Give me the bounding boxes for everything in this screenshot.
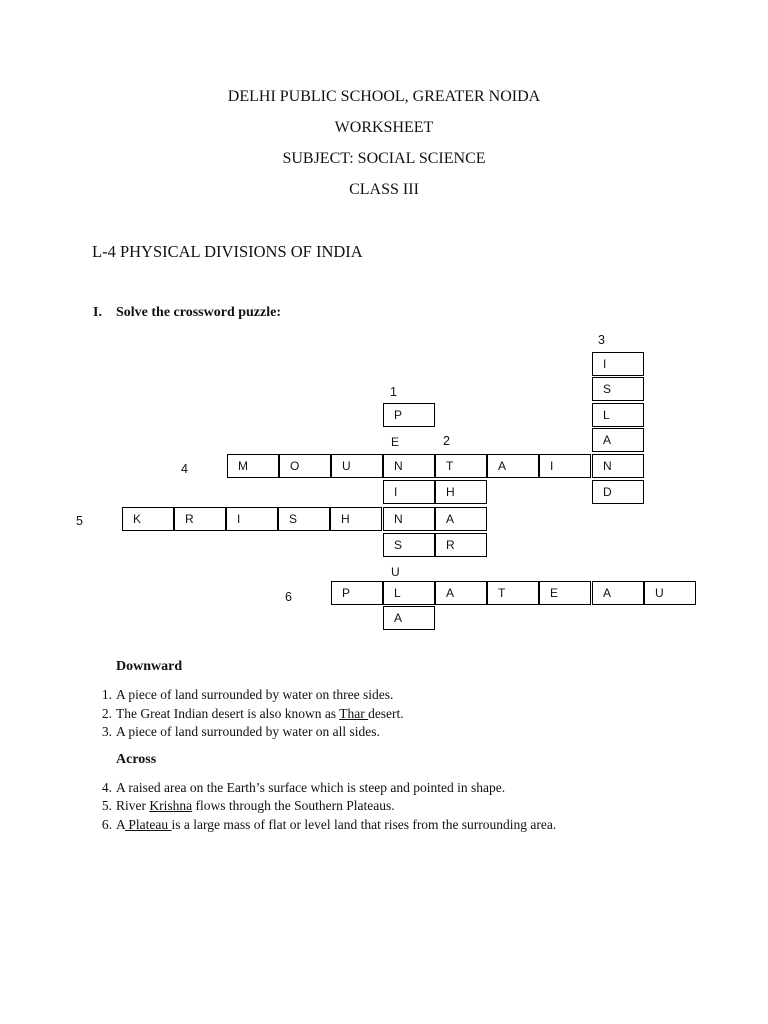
crossword-letter: E xyxy=(391,435,400,449)
document-type: WORKSHEET xyxy=(334,119,434,136)
crossword-cell: S xyxy=(278,507,330,531)
crossword-cell: U xyxy=(644,581,696,605)
clue-text: A raised area on the Earth’s surface which is steep and pointed in shape. xyxy=(116,780,506,795)
crossword-number: 2 xyxy=(443,434,450,448)
crossword-cell: P xyxy=(383,403,435,427)
crossword-cell: I xyxy=(539,454,591,478)
clue-text-part: The Great Indian desert is also known as xyxy=(116,706,340,721)
clue-text xyxy=(116,797,395,815)
crossword-number: 3 xyxy=(598,333,605,347)
crossword-cell: N xyxy=(383,507,435,531)
clue-answer: Krishna xyxy=(149,798,193,813)
crossword-cell: R xyxy=(174,507,226,531)
crossword-cell: A xyxy=(435,581,487,605)
crossword-cell: K xyxy=(122,507,174,531)
crossword-cell: T xyxy=(435,454,487,478)
class-line: CLASS III xyxy=(349,181,419,198)
clue-number: 6. xyxy=(101,817,112,832)
clue-text xyxy=(116,705,404,723)
crossword-cell: A xyxy=(592,581,644,605)
clue-number: 3. xyxy=(101,724,112,739)
crossword-cell: A xyxy=(592,428,644,452)
clue-text-part: desert. xyxy=(368,706,404,721)
crossword-cell: S xyxy=(383,533,435,557)
clue-number: 2. xyxy=(101,706,112,721)
crossword-letter: U xyxy=(391,565,400,579)
clue-text-part: flows through the Southern Plateaus. xyxy=(192,798,395,813)
crossword-cell: H xyxy=(330,507,382,531)
clue-text: A piece of land surrounded by water on all sides. xyxy=(116,724,380,739)
clue-text: A piece of land surrounded by water on three sides. xyxy=(116,687,394,702)
clue-text-part: is a large mass of flat or level land that rises from the surrounding area. xyxy=(171,817,557,832)
crossword-number: 4 xyxy=(181,462,188,476)
crossword-cell: O xyxy=(279,454,331,478)
crossword-cell: I xyxy=(592,352,644,376)
question-number: I. xyxy=(93,305,102,320)
crossword-cell: S xyxy=(592,377,644,401)
crossword-cell: I xyxy=(383,480,435,504)
clue-answer: Plateau xyxy=(125,817,172,832)
crossword-number: 5 xyxy=(76,514,83,528)
crossword-number: 6 xyxy=(285,590,292,604)
crossword-cell: M xyxy=(227,454,279,478)
clue-number: 1. xyxy=(101,687,112,702)
crossword-cell: U xyxy=(331,454,383,478)
subject-line: SUBJECT: SOCIAL SCIENCE xyxy=(282,150,486,167)
clue-text-part: River xyxy=(116,798,150,813)
clue-answer: Thar xyxy=(339,706,369,721)
crossword-cell: R xyxy=(435,533,487,557)
lesson-title: L-4 PHYSICAL DIVISIONS OF INDIA xyxy=(92,242,363,261)
clue-number: 4. xyxy=(101,780,112,795)
downward-heading: Downward xyxy=(116,659,183,674)
crossword-cell: H xyxy=(435,480,487,504)
crossword-cell: L xyxy=(383,581,435,605)
crossword-cell: P xyxy=(331,581,383,605)
crossword-cell: L xyxy=(592,403,644,427)
crossword-cell: E xyxy=(539,581,591,605)
crossword-cell: N xyxy=(383,454,435,478)
question-text: Solve the crossword puzzle: xyxy=(116,305,281,320)
across-heading: Across xyxy=(116,752,157,767)
clue-text xyxy=(116,816,556,834)
crossword-cell: T xyxy=(487,581,539,605)
crossword-cell: D xyxy=(592,480,644,504)
clue-text-part: A xyxy=(116,817,126,832)
crossword-cell: A xyxy=(435,507,487,531)
clue-number: 5. xyxy=(101,798,112,813)
crossword-number: 1 xyxy=(390,385,397,399)
school-name: DELHI PUBLIC SCHOOL, GREATER NOIDA xyxy=(227,88,541,105)
crossword-cell: A xyxy=(383,606,435,630)
crossword-cell: A xyxy=(487,454,539,478)
crossword-cell: N xyxy=(592,454,644,478)
crossword-cell: I xyxy=(226,507,278,531)
